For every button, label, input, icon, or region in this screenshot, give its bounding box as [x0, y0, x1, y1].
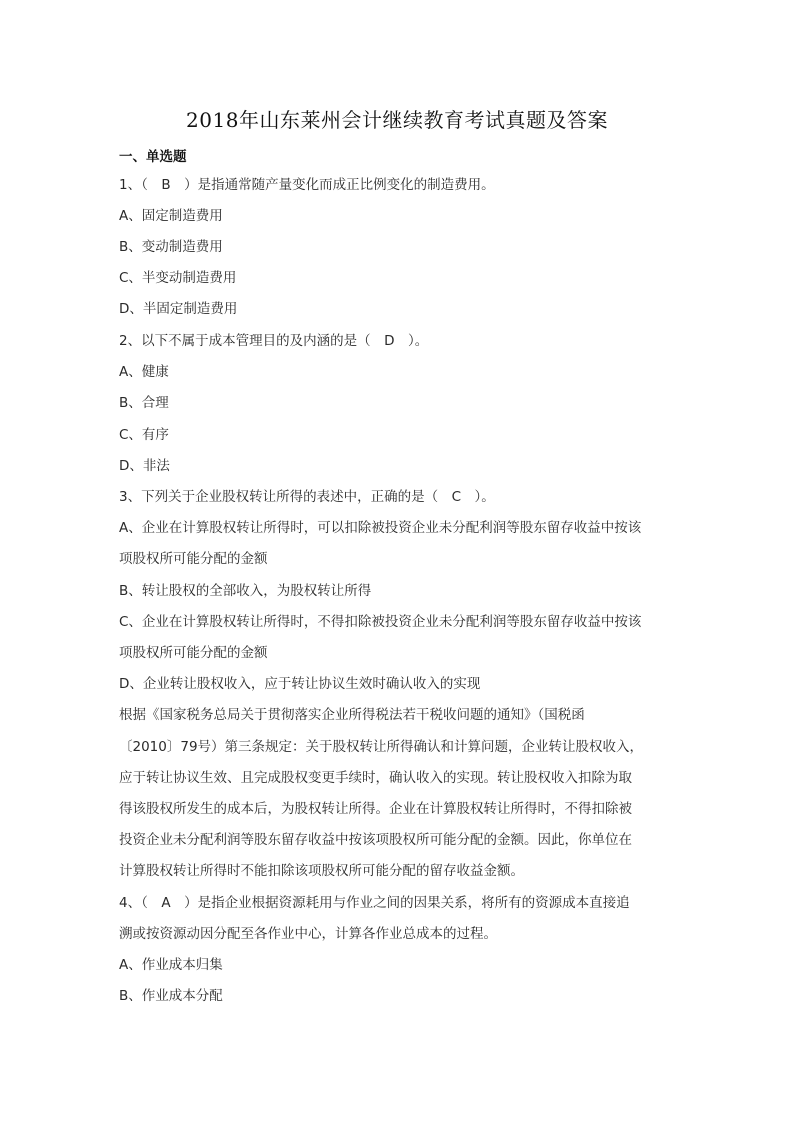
text-line: 根据《国家税务总局关于贯彻落实企业所得税法若干税收问题的通知》（国税函	[119, 707, 585, 723]
text-line: A、固定制造费用	[119, 208, 223, 224]
section-heading: 一、单选题	[119, 149, 187, 165]
text-line: 3、下列关于企业股权转让所得的表述中，正确的是（ C ）。	[119, 489, 495, 505]
text-line: 溯或按资源动因分配至各作业中心，计算各作业总成本的过程。	[119, 926, 497, 942]
text-line: 项股权所可能分配的金额	[119, 551, 268, 567]
text-line: 1、（ B ）是指通常随产量变化而成正比例变化的制造费用。	[119, 177, 495, 193]
text-line: 2、以下不属于成本管理目的及内涵的是（ D ）。	[119, 333, 429, 349]
document-title: 2018年山东莱州会计继续教育考试真题及答案	[186, 108, 608, 132]
text-line: D、非法	[119, 458, 170, 474]
text-line: 项股权所可能分配的金额	[119, 645, 268, 661]
text-line: 计算股权转让所得时不能扣除该项股权所可能分配的留存收益金额。	[119, 863, 524, 879]
text-line: C、企业在计算股权转让所得时，不得扣除被投资企业未分配利润等股东留存收益中按该	[119, 614, 642, 630]
text-line: A、健康	[119, 364, 169, 380]
text-line: 〔2010〕79号）第三条规定：关于股权转让所得确认和计算问题，企业转让股权收入，	[119, 739, 644, 755]
text-line: C、半变动制造费用	[119, 270, 237, 286]
text-line: B、作业成本分配	[119, 988, 223, 1004]
text-line: C、有序	[119, 427, 169, 443]
text-line: 应于转让协议生效、且完成股权变更手续时，确认收入的实现。转让股权收入扣除为取	[119, 770, 632, 786]
text-line: B、变动制造费用	[119, 239, 223, 255]
text-line: B、合理	[119, 395, 169, 411]
text-line: 投资企业未分配利润等股东留存收益中按该项股权所可能分配的金额。因此，你单位在	[119, 832, 632, 848]
text-line: D、企业转让股权收入，应于转让协议生效时确认收入的实现	[119, 676, 481, 692]
text-line: B、转让股权的全部收入，为股权转让所得	[119, 583, 372, 599]
text-line: A、企业在计算股权转让所得时，可以扣除被投资企业未分配利润等股东留存收益中按该	[119, 520, 642, 536]
text-line: D、半固定制造费用	[119, 301, 238, 317]
text-line: 4、（ A ）是指企业根据资源耗用与作业之间的因果关系，将所有的资源成本直接追	[119, 895, 630, 911]
text-line: A、作业成本归集	[119, 957, 223, 973]
text-line: 得该股权所发生的成本后，为股权转让所得。企业在计算股权转让所得时，不得扣除被	[119, 801, 632, 817]
